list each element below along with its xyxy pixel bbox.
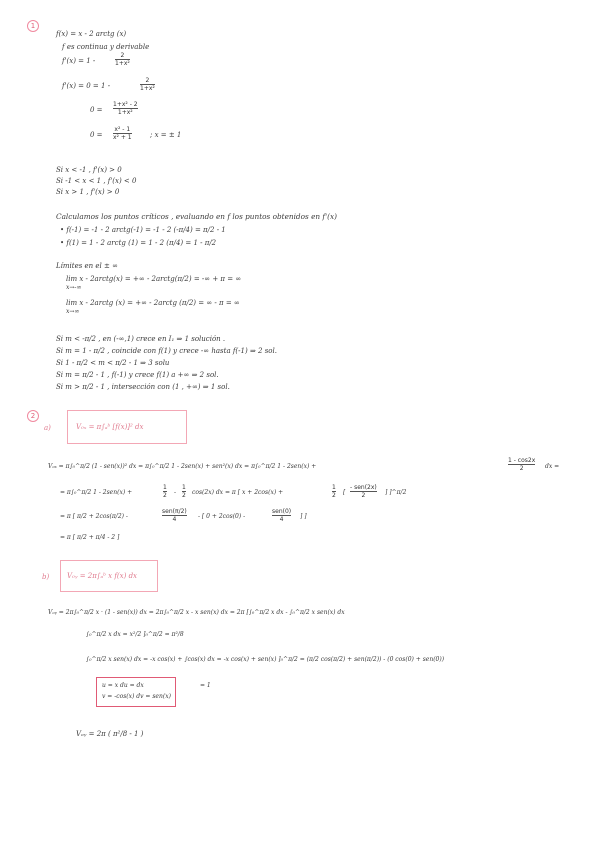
solutions-case-4: Si m = π/2 - 1 , f(-1) y crece f(1) a +∞ ⇒ 2 sol. [56,371,219,379]
volume-ox-half-1 [163,484,167,499]
volume-ox-formula: V₀ₓ = π∫ₐᵇ [f(x)]² dx [76,423,144,431]
volume-ox-result: = π [ π/2 + π/4 - 2 ] [60,534,120,541]
sen-zero-numerator: sen(0) [272,508,292,515]
half-numerator: 1 [332,484,336,491]
bracket: [ [343,489,346,496]
sen-numerator: - sen(2x) [350,484,377,491]
step-denominator: 1+x² [117,109,133,116]
limit-plus-infinity: lim x - 2arctg (x) = +∞ - 2arctg (π/2) = ∞ - π = ∞ [66,299,240,307]
section-2-marker: 2 [27,410,39,422]
volume-ox-formula-box [67,410,187,444]
solutions-case-3: Si 1 - π/2 < m < π/2 - 1 ⇒ 3 solu [56,359,170,367]
part-a-label: a) [44,424,51,432]
section-1-marker: 1 [27,20,39,32]
limit-plus-infinity-sub: x→∞ [66,308,80,315]
volume-oy-formula-box [60,560,158,592]
minus-sign: - [174,489,177,496]
derivative-denominator: 1+x² [115,60,130,67]
half-denominator: 2 [332,492,336,499]
limit-minus-infinity-sub: x→-∞ [66,284,82,291]
sen-pi-numerator: sen(π/2) [162,508,187,515]
sen-denominator: 2 [361,492,366,499]
roots-fraction [113,126,132,141]
zero-numerator: 2 [145,77,150,84]
sen-pi-denominator: 4 [172,516,177,523]
volume-ox-line-2-start: = π∫₀^π/2 1 - 2sen(x) + [60,489,133,496]
sign-case-1: Si x < -1 , f'(x) > 0 [56,166,122,174]
derivative-zero-fraction [140,77,155,92]
half-denominator: 2 [163,492,167,499]
roots-denominator: x² + 1 [113,134,132,141]
volume-ox-line-1-fraction [508,457,535,472]
roots-result: ; x = ± 1 [150,131,182,139]
critical-point-one: • f(1) = 1 - 2 arctg (1) = 1 - 2 (π/4) = 1 - π/2 [60,239,217,247]
step-zero-fraction [113,101,138,116]
solutions-case-2: Si m = 1 - π/2 , coincide con f(1) y crece -∞ hasta f(-1) ⇒ 2 sol. [56,347,277,355]
volume-ox-half-2 [182,484,186,499]
derivative-fraction [115,52,130,67]
step-zero-label: 0 = [90,106,103,114]
volume-ox-line-1: Vₒₓ = π∫₀^π/2 (1 - sen(x))² dx = π∫₀^π/2 1 - 2sen(x) + sen²(x) dx = π∫₀^π/2 1 - 2sen(x) + [48,463,317,470]
critical-points-heading: Calculamos los puntos críticos , evaluando en f los puntos obtenidos en f'(x) [56,212,337,221]
derivative-line-label: f'(x) = 1 - [62,57,96,65]
sen-zero-denominator: 4 [279,516,284,523]
derivative-zero-label: f'(x) = 0 = 1 - [62,82,111,90]
half-denominator: 2 [182,492,186,499]
volume-ox-line-2-mid: cos(2x) dx = π [ x + 2cos(x) + [192,489,284,496]
volume-oy-result: Vₒᵧ = 2π ( π²/8 - 1 ) [76,730,144,738]
volume-ox-line-3-fraction-2 [272,508,291,523]
volume-ox-line-3-fraction [162,508,187,523]
substitution-v: v = -cos(x) dv = sen(x) [102,693,171,700]
roots-numerator: x² - 1 [114,126,131,133]
zero-denominator: 1+x² [140,85,155,92]
solutions-case-1: Si m < -π/2 , en (-∞,1) crece en I₁ ⇒ 1 solución . [56,335,226,343]
volume-oy-formula: V₀ᵧ = 2π∫ₐᵇ x f(x) dx [67,572,137,580]
continuity-note: f es continua y derivable [62,43,150,51]
roots-label: 0 = [90,131,103,139]
volume-ox-line-3-mid: - [ 0 + 2cos(0) - [198,513,246,520]
critical-point-minus-one: • f(-1) = -1 - 2 arctg(-1) = -1 - 2 (-π/4) = π/2 - 1 [60,226,226,234]
substitution-result: = 1 [200,682,211,689]
sign-case-2: Si -1 < x < 1 , f'(x) < 0 [56,177,137,185]
step-numerator: 1+x² - 2 [113,101,138,108]
part-b-label: b) [42,573,50,581]
volume-ox-line-3-start: = π [ π/2 + 2cos(π/2) - [60,513,128,520]
cos-numerator: 1 - cos2x [508,457,536,464]
volume-oy-integral-x: ∫₀^π/2 x dx = x²/2 ]₀^π/2 = π²/8 [86,631,184,638]
volume-ox-line-2-end: ] ]^π/2 [385,489,407,496]
cos-denominator: 2 [519,465,524,472]
volume-oy-line-1: Vₒᵧ = 2π∫₀^π/2 x · (1 - sen(x)) dx = 2π∫₀^π/2 x - x sen(x) dx = 2π [∫₀^π/2 x dx - ∫₀^π/2 x sen(x) dx [48,609,345,616]
limits-heading: Límites en el ± ∞ [56,262,118,270]
volume-oy-integral-xsen: ∫₀^π/2 x sen(x) dx = -x cos(x) + ∫cos(x) dx = -x cos(x) + sen(x) ]₀^π/2 = (π/2 cos(π/2) + sen(π/2)) - (0 cos(0) + sen(0)) [86,656,445,663]
volume-ox-sen-fraction [350,484,377,499]
function-definition: f(x) = x - 2 arctg (x) [56,30,127,38]
derivative-numerator: 2 [120,52,125,59]
sign-case-3: Si x > 1 , f'(x) > 0 [56,188,120,196]
limit-minus-infinity: lim x - 2arctg(x) = +∞ - 2arctg(π/2) = -∞ + π = ∞ [66,275,242,283]
volume-ox-line-3-end: ] ] [300,513,307,520]
substitution-u: u = x du = dx [102,682,144,689]
volume-ox-line-1-end: dx = [545,463,560,470]
substitution-box [96,677,176,707]
half-numerator: 1 [163,484,167,491]
solutions-case-5: Si m > π/2 - 1 , intersección con (1 , +∞) ⇒ 1 sol. [56,383,230,391]
volume-ox-half-3 [332,484,336,499]
half-numerator: 1 [182,484,186,491]
